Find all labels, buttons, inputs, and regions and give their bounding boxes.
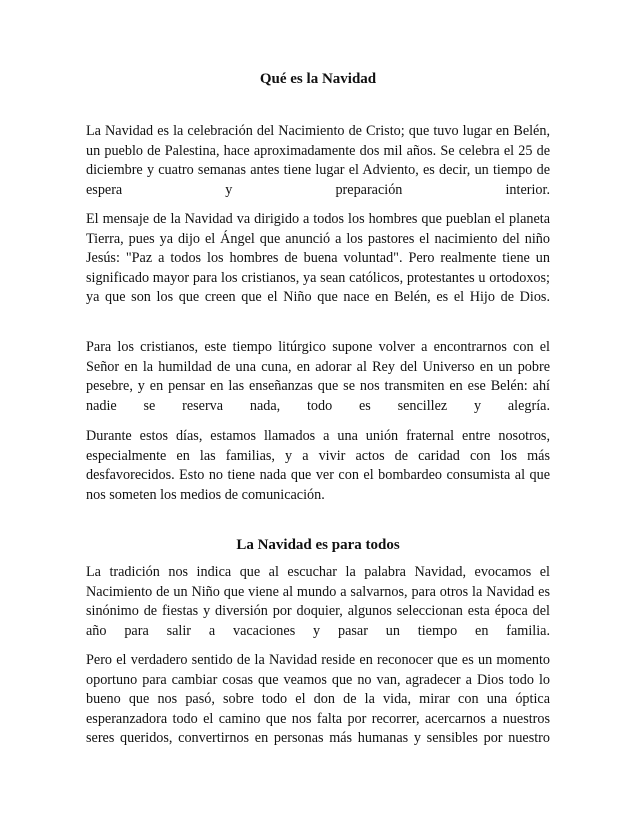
paragraph-3: Para los cristianos, este tiempo litúrgico supone volver a encontrarnos con el Señor en la humildad de una cuna, en adorar al Rey del Universo en un pobre pesebre, y en pensar en las enseñanzas que se nos transmiten en ese Belén: ahí nadie se reserva nada, todo es sencillez y alegría. bbox=[86, 339, 550, 414]
paragraph-4: Durante estos días, estamos llamados a una unión fraternal entre nosotros, especialmente en las familias, y a vivir actos de caridad con los más desfavorecidos. Esto no tiene nada que ver con el bombardeo consumista al que nos someten los medios de comunicación. bbox=[86, 428, 550, 503]
page-title: Qué es la Navidad bbox=[259, 71, 377, 87]
section-title: La Navidad es para todos bbox=[236, 537, 400, 553]
paragraph-1: La Navidad es la celebración del Nacimiento de Cristo; que tuvo lugar en Belén, un pueblo de Palestina, hace aproximadamente dos mil años. Se celebra el 25 de diciembre y cuatro semanas antes tiene lugar el Adviento, es decir, un tiempo de espera y preparación interior. bbox=[86, 123, 550, 198]
section2-paragraph-1: La tradición nos indica que al escuchar la palabra Navidad, evocamos el Nacimiento de un Niño que viene al mundo a salvarnos, para otros la Navidad es sinónimo de fiestas y diversión por doquier, algunos seleccionan esta época del año para salir a vacaciones y pasar un tiempo en familia. bbox=[86, 564, 550, 639]
paragraph-2: El mensaje de la Navidad va dirigido a todos los hombres que pueblan el planeta Tierra, pues ya dijo el Ángel que anunció a los pastores el nacimiento del niño Jesús: "Paz a todos los hombres de buena voluntad". Pero realmente tiene un significado mayor para los cristianos, ya sean católicos, protestantes u ortodoxos; ya que son los que creen que el Niño que nace en Belén, es el Hijo de Dios. bbox=[86, 211, 550, 306]
section2-paragraph-2: Pero el verdadero sentido de la Navidad reside en reconocer que es un momento oportuno para cambiar cosas que veamos que no van, agradecer a Dios todo lo bueno que nos pasó, sobre todo el don de la vida, mirar con una óptica esperanzadora todo el camino que nos falta por recorrer, acercarnos a nuestros seres queridos, convertirnos en personas más humanas y sensibles por nuestro bbox=[86, 652, 550, 747]
